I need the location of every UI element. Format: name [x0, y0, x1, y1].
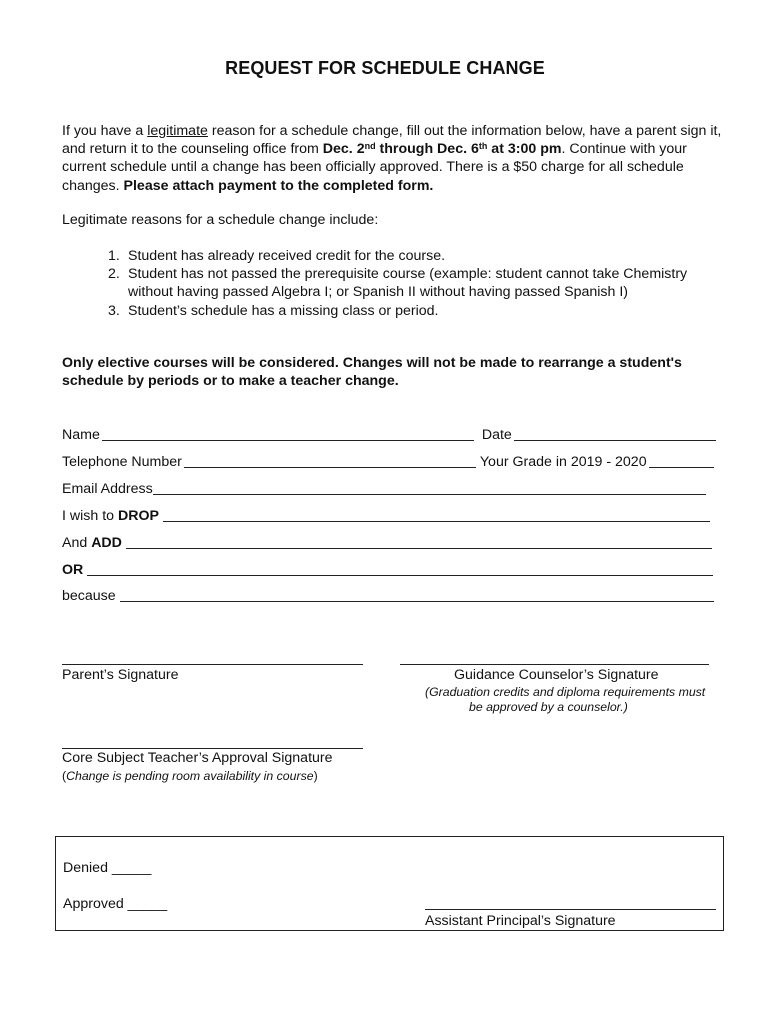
ap-signature-label: Assistant Principal’s Signature	[425, 913, 616, 929]
list-item: 2. Student has not passed the prerequisite course (example: student cannot take Chemistry without having passed Algebra I; or Spanish II without having passed Spanish I)	[108, 266, 688, 301]
deadline-text: Dec. 2nd through Dec. 6th at 3:00 pm	[322, 141, 562, 158]
page-title: REQUEST FOR SCHEDULE CHANGE	[225, 58, 545, 78]
email-field[interactable]	[153, 480, 706, 495]
name-field[interactable]	[102, 426, 474, 441]
admin-approval-box	[55, 836, 724, 931]
or-row	[62, 560, 715, 578]
teacher-signature-label: Core Subject Teacher’s Approval Signature	[62, 750, 333, 766]
date-field[interactable]	[514, 426, 716, 441]
ap-signature-line[interactable]	[425, 909, 716, 910]
name-date-row	[62, 425, 718, 443]
phone-grade-row	[62, 452, 716, 470]
or-field[interactable]	[87, 561, 713, 576]
add-row	[62, 533, 714, 551]
grade-field[interactable]	[649, 453, 714, 468]
intro-text-1: If you have a	[62, 123, 148, 139]
telephone-label: Telephone Number	[62, 454, 182, 470]
reasons-list	[108, 247, 728, 320]
teacher-note: (Change is pending room availability in course)	[62, 769, 318, 783]
because-label: because	[62, 588, 116, 604]
counselor-note-line1: (Graduation credits and diploma requirements must	[425, 685, 706, 699]
denied-field[interactable]: Denied _____	[63, 860, 152, 876]
teacher-signature-line[interactable]	[62, 748, 363, 749]
name-label: Name	[62, 427, 100, 443]
list-item: 3. Student’s schedule has a missing class or period.	[108, 302, 439, 319]
elective-note: Only elective courses will be considered. Changes will not be made to rearrange a student's schedule by periods or to make a teacher change.	[62, 355, 682, 390]
grade-label: Your Grade in 2019 - 2020	[479, 454, 647, 470]
payment-notice: Please attach payment to the completed form.	[123, 177, 434, 194]
drop-row	[62, 506, 712, 524]
because-field[interactable]	[120, 587, 714, 602]
drop-label: I wish to DROP	[62, 508, 159, 524]
email-row	[62, 479, 708, 497]
parent-signature-label: Parent’s Signature	[62, 667, 179, 683]
intro-paragraph	[62, 122, 722, 195]
approved-field[interactable]: Approved _____	[63, 896, 168, 912]
because-row	[62, 586, 716, 604]
or-label: OR	[62, 562, 84, 578]
reasons-heading: Legitimate reasons for a schedule change include:	[62, 212, 379, 228]
legitimate-underlined: legitimate	[147, 123, 208, 139]
list-item: 1. Student has already received credit for the course.	[108, 248, 446, 264]
add-field[interactable]	[126, 534, 712, 549]
email-label: Email Address	[62, 481, 153, 497]
drop-field[interactable]	[163, 507, 710, 522]
parent-signature-line[interactable]	[62, 664, 363, 665]
counselor-signature-label: Guidance Counselor’s Signature	[454, 667, 659, 683]
counselor-signature-line[interactable]	[400, 664, 709, 665]
counselor-note-line2: be approved by a counselor.)	[469, 700, 628, 714]
add-label: And ADD	[62, 535, 122, 551]
telephone-field[interactable]	[184, 453, 476, 468]
intro-text-2: reason for a schedule change, fill out the information below, have a parent sign it, and return it to the counseling office from	[62, 123, 722, 158]
date-label: Date	[481, 427, 512, 443]
intro-text-3: . Continue with your current schedule until a change has been officially approved. There is a $50 charge for all schedule changes.	[62, 141, 687, 194]
